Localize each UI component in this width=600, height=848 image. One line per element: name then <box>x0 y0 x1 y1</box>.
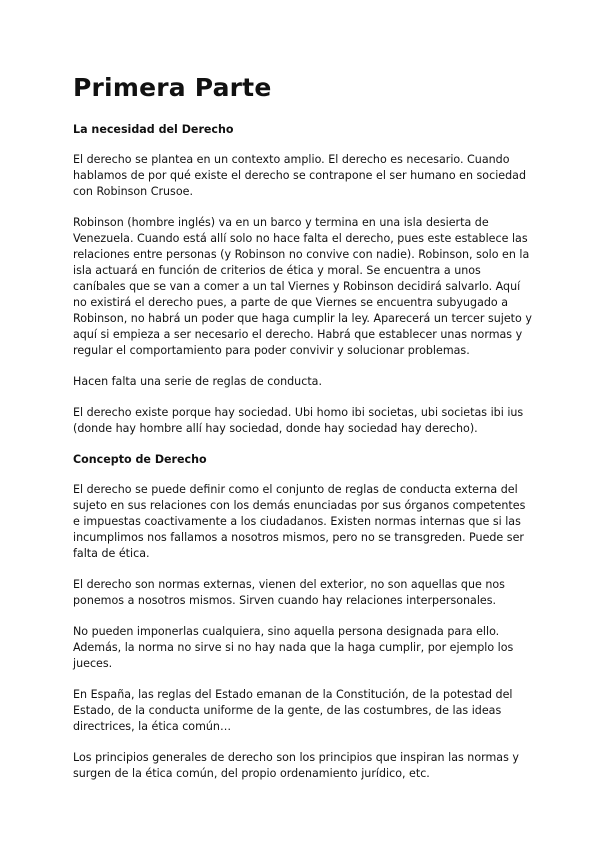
section-concepto-derecho <box>73 452 535 782</box>
paragraph: El derecho se puede definir como el conjunto de reglas de conducta externa del sujeto en sus relaciones con los demás enunciadas por sus órganos competentes e impuestas coactivamente a los ciudadanos. Existen normas internas que si las incumplimos nos fallamos a nosotros mismos, pero no se transgreden. Puede ser falta de ética. <box>73 483 526 560</box>
paragraph: Hacen falta una serie de reglas de conducta. <box>73 375 322 388</box>
paragraph: El derecho se plantea en un contexto amplio. El derecho es necesario. Cuando hablamos de por qué existe el derecho se contrapone el ser humano en sociedad con Robinson Crusoe. <box>73 153 526 198</box>
section-heading: Concepto de Derecho <box>73 453 207 466</box>
paragraph: El derecho existe porque hay sociedad. Ubi homo ibi societas, ubi societas ibi ius (donde hay hombre allí hay sociedad, donde hay sociedad hay derecho). <box>73 406 524 435</box>
paragraph: El derecho son normas externas, vienen del exterior, no son aquellas que nos ponemos a nosotros mismos. Sirven cuando hay relaciones interpersonales. <box>73 578 505 607</box>
paragraph: No pueden imponerlas cualquiera, sino aquella persona designada para ello. Además, la norma no sirve si no hay nada que la haga cumplir, por ejemplo los jueces. <box>73 625 514 670</box>
paragraph: Robinson (hombre inglés) va en un barco y termina en una isla desierta de Venezuela. Cuando está allí solo no hace falta el derecho, pues este establece las relaciones entre personas (y Robinson no convive con nadie). Robinson, solo en la isla actuará en función de criterios de ética y moral. Se encuentra a unos caníbales que se van a comer a un tal Viernes y Robinson decidirá salvarlo. Aquí no existirá el derecho pues, a parte de que Viernes se encuentra subyugado a Robinson, no habrá un poder que haga cumplir la ley. Aparecerá un tercer sujeto y aquí si empieza a ser necesario el derecho. Habrá que establecer unas normas y regular el comportamiento para poder convivir y solucionar problemas. <box>73 216 532 357</box>
section-necesidad-derecho <box>73 122 535 437</box>
paragraph: Los principios generales de derecho son los principios que inspiran las normas y surgen de la ética común, del propio ordenamiento jurídico, etc. <box>73 751 519 780</box>
document-page <box>73 72 535 797</box>
page-title: Primera Parte <box>73 73 272 102</box>
paragraph: En España, las reglas del Estado emanan de la Constitución, de la potestad del Estado, de la conducta uniforme de la gente, de las costumbres, de las ideas directrices, la ética común… <box>73 688 513 733</box>
section-heading: La necesidad del Derecho <box>73 123 234 136</box>
